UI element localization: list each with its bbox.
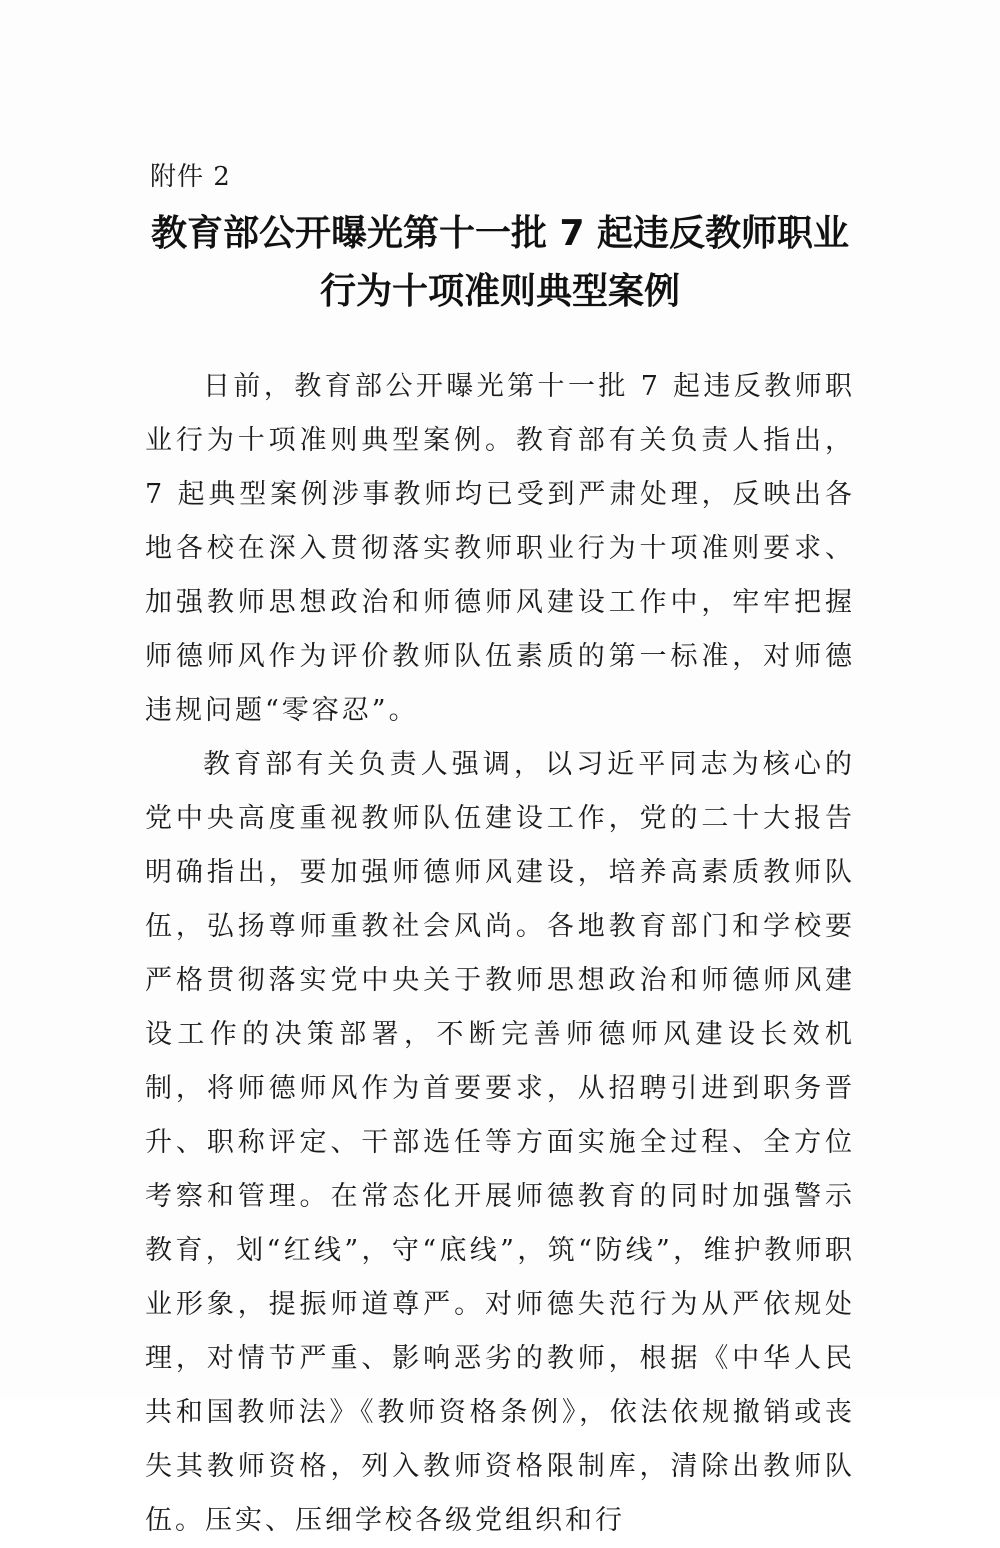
document-body	[145, 360, 855, 1548]
attachment-label: 附件 2	[150, 162, 231, 192]
document-title-line-2: 行为十项准则典型案例	[319, 271, 680, 312]
body-paragraph: 教育部有关负责人强调，以习近平同志为核心的党中央高度重视教师队伍建设工作，党的二十大报告明确指出，要加强师德师风建设，培养高素质教师队伍，弘扬尊师重教社会风尚。各地教育部门和学校要严格贯彻落实党中央关于教师思想政治和师德师风建设工作的决策部署，不断完善师德师风建设长效机制，将师德师风作为首要要求，从招聘引进到职务晋升、职称评定、干部选任等方面实施全过程、全方位考察和管理。在常态化开展师德教育的同时加强警示教育，划“红线”，守“底线”，筑“防线”，维护教师职业形象，提振师道尊严。对师德失范行为从严依规处理，对情节严重、影响恶劣的教师，根据《中华人民共和国教师法》《教师资格条例》，依法依规撤销或丧失其教师资格，列入教师资格限制库，清除出教师队伍。压实、压细学校各级党组织和行	[145, 749, 855, 1536]
body-paragraph: 日前，教育部公开曝光第十一批 7 起违反教师职业行为十项准则典型案例。教育部有关负责人指出，7 起典型案例涉事教师均已受到严肃处理，反映出各地各校在深入贯彻落实教师职业行为十项准则要求、加强教师思想政治和师德师风建设工作中，牢牢把握师德师风作为评价教师队伍素质的第一标准，对师德违规问题“零容忍”。	[145, 371, 855, 726]
document-title-line-1: 教育部公开曝光第十一批 7 起违反教师职业	[150, 213, 850, 254]
